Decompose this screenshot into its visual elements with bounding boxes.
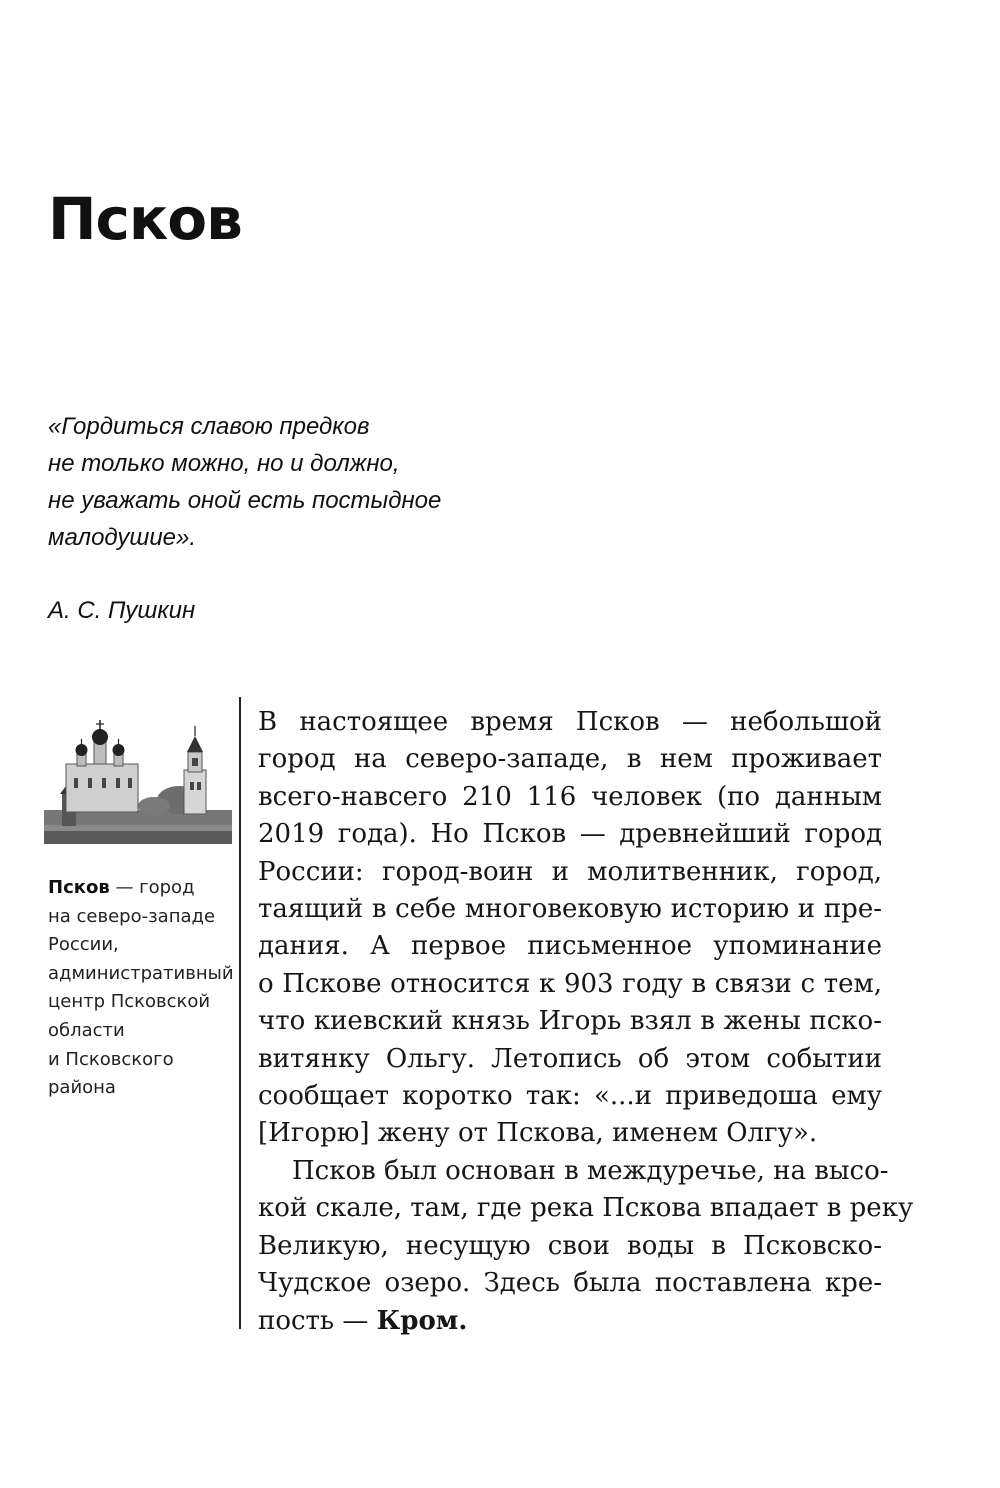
body-last-line-text: пость — bbox=[258, 1305, 377, 1336]
illustration-caption bbox=[48, 874, 234, 1103]
body-line: дания. А первое письменное упоминание bbox=[258, 931, 882, 962]
caption-line: центр Псковской bbox=[48, 991, 211, 1013]
body-line: кой скале, там, где река Пскова впадает в реку bbox=[258, 1193, 914, 1224]
caption-line: области bbox=[48, 1019, 125, 1041]
body-line: о Пскове относится к 903 году в связи с тем, bbox=[258, 968, 882, 999]
body-line: таящий в себе многовековую историю и пре- bbox=[258, 894, 882, 925]
epigraph-author: А. С. Пушкин bbox=[48, 597, 196, 624]
body-line: что киевский князь Игорь взял в жены пско- bbox=[258, 1006, 882, 1037]
caption-line: и Псковского bbox=[48, 1048, 174, 1070]
body-line: витянку Ольгу. Летопись об этом событии bbox=[258, 1043, 882, 1074]
caption-term: Псков bbox=[48, 877, 110, 898]
column-divider bbox=[239, 697, 241, 1329]
caption-first-line-rest: — город bbox=[109, 877, 195, 898]
epigraph-line: «Гордиться славою предков bbox=[48, 413, 370, 440]
body-line: всего-навсего 210 116 человек (по данным bbox=[258, 781, 882, 812]
body-line: Псков был основан в междуречье, на высо- bbox=[292, 1155, 889, 1186]
body-last-line bbox=[258, 1303, 882, 1340]
caption-line: России, bbox=[48, 934, 119, 956]
body-line: [Игорю] жену от Пскова, именем Олгу». bbox=[258, 1118, 818, 1149]
kremlin-term: Кром. bbox=[376, 1305, 468, 1336]
epigraph-line: не уважать оной есть постыдное bbox=[48, 487, 442, 514]
paragraph-2 bbox=[258, 1153, 914, 1340]
body-line: Чудское озеро. Здесь была поставлена кре- bbox=[258, 1268, 882, 1299]
body-line: сообщает коротко так: «...и приведоша ему bbox=[258, 1081, 882, 1112]
body-line: 2019 года). Но Псков — древнейший город bbox=[258, 819, 882, 850]
paragraph-1 bbox=[258, 704, 882, 1153]
caption-first-line bbox=[48, 874, 228, 903]
body-line: В настоящее время Псков — небольшой bbox=[258, 707, 882, 737]
caption-line: района bbox=[48, 1077, 116, 1099]
body-line: город на северо-западе, в нем проживает bbox=[258, 744, 882, 775]
epigraph-line: не только можно, но и должно, bbox=[48, 450, 400, 477]
body-line: Великую, несущую свои воды в Псковско- bbox=[258, 1230, 882, 1261]
epigraph bbox=[48, 408, 568, 629]
pskov-kremlin-illustration bbox=[44, 712, 232, 844]
body-line: России: город-воин и молитвенник, город, bbox=[258, 856, 882, 887]
caption-line: административный bbox=[48, 962, 234, 984]
page-title: Псков bbox=[48, 185, 242, 253]
caption-line: на северо-западе bbox=[48, 905, 216, 927]
epigraph-line: малодушие». bbox=[48, 524, 197, 551]
body-text bbox=[258, 704, 914, 1340]
